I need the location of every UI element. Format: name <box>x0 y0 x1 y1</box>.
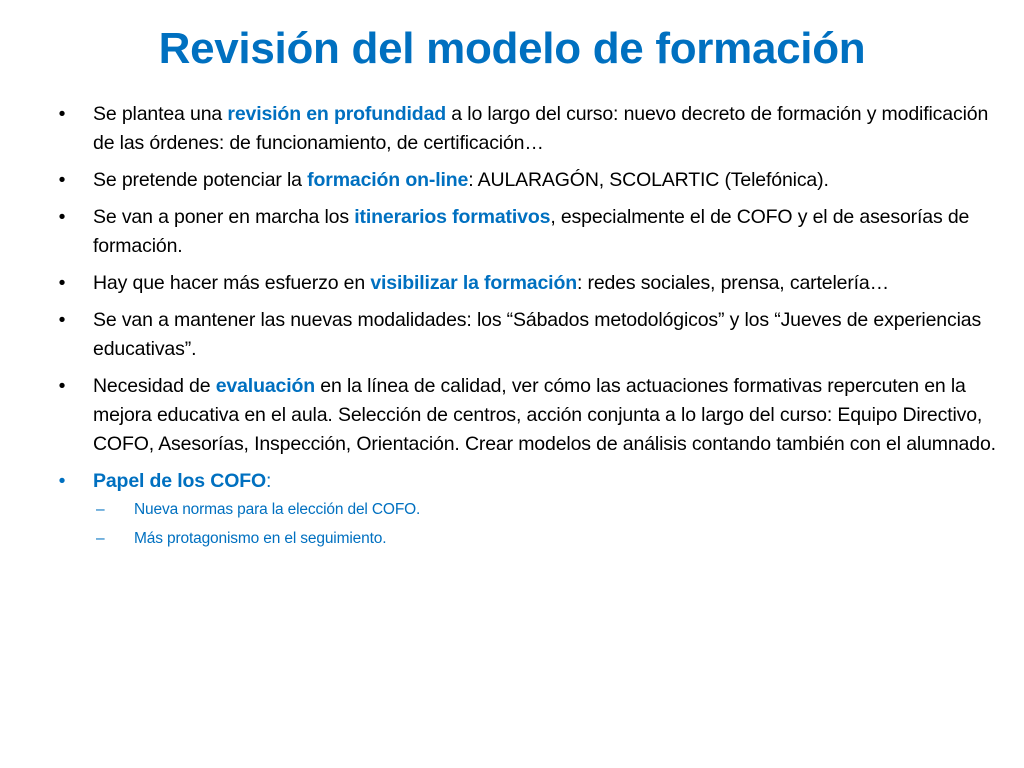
bullet-text: a lo largo del curso: nuevo decreto de formación y modificación de las órdenes: de funcionamiento, de certificación… <box>93 103 989 154</box>
bullet-text: Necesidad de <box>93 375 216 397</box>
bullet-text: : <box>266 470 272 492</box>
bullet-marker: • <box>58 206 66 228</box>
bullet-highlight: revisión en profundidad <box>227 103 447 125</box>
bullet-item <box>52 269 1004 298</box>
bullet-text: Se pretende potenciar la <box>93 169 308 191</box>
bullet-text: , especialmente el de COFO y el de asesorías de formación. <box>93 206 970 257</box>
bullet-text: : AULARAGÓN, SCOLARTIC (Telefónica). <box>468 169 829 191</box>
bullet-text: Hay que hacer más esfuerzo en <box>93 272 371 294</box>
sub-bullet-text: Más protagonismo en el seguimiento. <box>134 530 387 547</box>
bullet-highlight: visibilizar la formación <box>370 272 577 294</box>
bullet-marker: • <box>58 375 66 397</box>
bullet-marker: • <box>58 470 66 492</box>
bullet-marker: • <box>58 169 66 191</box>
slide-title: Revisión del modelo de formación <box>158 24 866 73</box>
sub-bullet-item <box>88 498 1004 522</box>
sub-bullet-list <box>93 498 1004 551</box>
bullet-item <box>52 100 1004 158</box>
bullet-item <box>52 372 1004 459</box>
bullet-text: Se van a poner en marcha los <box>93 206 355 228</box>
bullet-highlight: evaluación <box>215 375 316 397</box>
sub-bullet-text: Nueva normas para la elección del COFO. <box>134 501 421 518</box>
bullet-text: en la línea de calidad, ver cómo las actuaciones formativas repercuten en la mejora educativa en el aula. Selección de centros, acción conjunta a lo largo del curso: Equipo Directivo, COFO, Asesorías, Inspección, Orientación. Crear modelos de análisis contando también con el alumnado. <box>93 375 996 455</box>
bullet-marker: • <box>58 272 66 294</box>
bullet-list <box>52 100 1004 559</box>
bullet-item <box>52 306 1004 364</box>
dash-marker: – <box>96 501 105 518</box>
bullet-text: Se van a mantener las nuevas modalidades: los “Sábados metodológicos” y los “Jueves de experiencias educativas”. <box>93 309 982 360</box>
bullet-highlight: itinerarios formativos <box>354 206 551 228</box>
bullet-text: Se plantea una <box>93 103 228 125</box>
bullet-marker: • <box>58 309 66 331</box>
bullet-marker: • <box>58 103 66 125</box>
dash-marker: – <box>96 530 105 547</box>
bullet-item-papel-cofo <box>52 467 1004 551</box>
bullet-item <box>52 203 1004 261</box>
sub-bullet-item <box>88 527 1004 551</box>
bullet-highlight: formación on-line <box>307 169 469 191</box>
bullet-text: : redes sociales, prensa, cartelería… <box>576 272 889 294</box>
bullet-highlight: Papel de los COFO <box>93 470 266 492</box>
bullet-item <box>52 166 1004 195</box>
